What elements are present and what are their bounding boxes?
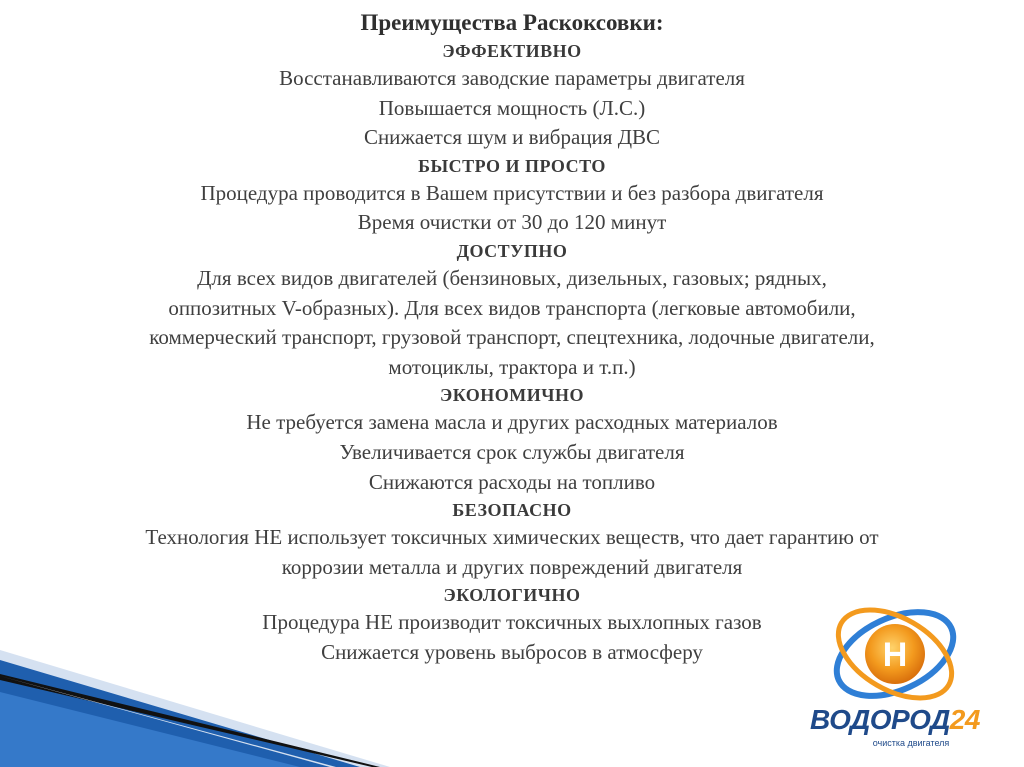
logo-brand-main: ВОДОРОД xyxy=(810,704,950,735)
benefit-line: Для всех видов двигателей (бензиновых, дизельных, газовых; рядных, xyxy=(197,265,827,290)
section-heading: БЕЗОПАСНО xyxy=(452,500,572,521)
logo-letter: H xyxy=(882,636,908,674)
benefit-line: Процедура проводится в Вашем присутствии и без разбора двигателя xyxy=(200,180,824,205)
logo-emblem xyxy=(780,596,1010,706)
slide-title: Преимущества Раскоксовки: xyxy=(360,10,664,35)
section-heading: БЫСТРО И ПРОСТО xyxy=(418,155,606,176)
benefit-line: Технология НЕ использует токсичных химических веществ, что дает гарантию от xyxy=(145,525,879,550)
benefit-line: Снижаются расходы на топливо xyxy=(368,469,656,494)
slide-content xyxy=(30,8,994,668)
benefit-line: Увеличивается срок службы двигателя xyxy=(339,439,685,464)
benefit-line: коммерческий транспорт, грузовой транспорт, спецтехника, лодочные двигатели, xyxy=(149,325,875,350)
section-heading: ЭКОНОМИЧНО xyxy=(439,385,585,406)
logo-brand-number: 24 xyxy=(949,704,980,735)
benefit-line: мотоциклы, трактора и т.п.) xyxy=(388,354,636,379)
benefit-line: Повышается мощность (Л.С.) xyxy=(378,95,646,120)
section-heading: ЭФФЕКТИВНО xyxy=(442,41,582,61)
benefit-line: Снижается уровень выбросов в атмосферу xyxy=(321,639,703,664)
benefit-line: Процедура НЕ производит токсичных выхлопных газов xyxy=(262,610,762,635)
benefit-line: Не требуется замена масла и других расходных материалов xyxy=(246,410,778,435)
benefit-line: коррозии металла и других повреждений двигателя xyxy=(281,554,743,579)
benefit-line: Восстанавливаются заводские параметры двигателя xyxy=(279,66,745,90)
logo-wordmark xyxy=(780,704,1010,736)
benefit-list xyxy=(30,38,994,668)
section-heading: ДОСТУПНО xyxy=(456,240,568,261)
brand-logo xyxy=(780,596,1010,756)
benefit-line: оппозитных V-образных). Для всех видов транспорта (легковые автомобили, xyxy=(168,295,856,320)
logo-tagline: очистка двигателя xyxy=(872,738,950,748)
benefit-line: Время очистки от 30 до 120 минут xyxy=(357,210,667,235)
section-heading: ЭКОЛОГИЧНО xyxy=(443,585,581,606)
benefit-line: Снижается шум и вибрация ДВС xyxy=(363,125,661,150)
